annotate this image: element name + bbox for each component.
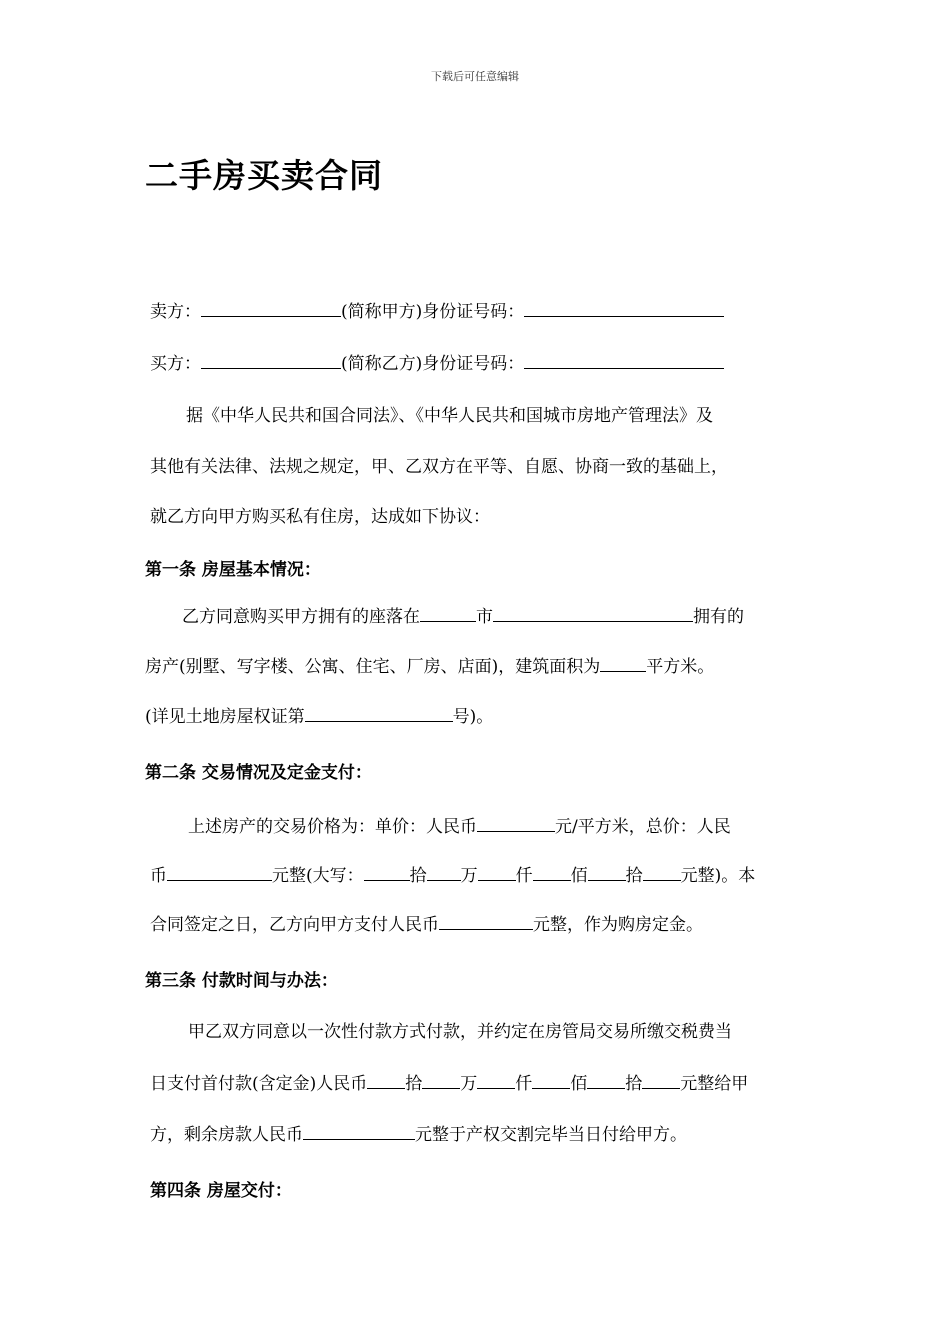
unit-wan: 万 (460, 1074, 478, 1094)
amount-blank[interactable] (587, 1071, 625, 1089)
down-payment-label: 日支付首付款(含定金)人民币 (150, 1074, 368, 1094)
unit-price-suffix: 元/平方米，总价：人民 (555, 817, 731, 837)
area-unit: 平方米。 (646, 657, 715, 677)
currency-label: 币 (150, 866, 167, 886)
article-3-line-2 (150, 1071, 748, 1095)
certificate-blank[interactable] (305, 704, 453, 722)
unit-shi: 拾 (625, 1074, 643, 1094)
area-blank[interactable] (600, 654, 646, 672)
property-type-text: 房产(别墅、写字楼、公寓、住宅、厂房、店面)，建筑面积为 (145, 657, 601, 677)
article-2-line-3 (150, 912, 703, 936)
amount-blank[interactable] (533, 863, 571, 881)
unit-bai: 佰 (570, 1074, 588, 1094)
amount-blank[interactable] (478, 863, 516, 881)
buyer-name-blank[interactable] (201, 351, 341, 369)
deposit-suffix: 元整，作为购房定金。 (533, 915, 703, 935)
uppercase-label: 元整(大写： (272, 866, 364, 886)
unit-price-blank[interactable] (477, 814, 555, 832)
unit-yuanzheng: 元整)。本 (680, 866, 756, 886)
certificate-suffix: 号)。 (452, 707, 494, 727)
buyer-label: 买方： (150, 354, 201, 374)
article-2-line-2 (150, 863, 755, 887)
article-4-heading: 第四条 房屋交付： (150, 1181, 292, 1201)
unit-shi: 拾 (405, 1074, 423, 1094)
city-blank[interactable] (420, 604, 476, 622)
header-note: 下载后可任意编辑 (431, 70, 519, 83)
seller-name-blank[interactable] (201, 299, 341, 317)
unit-qian: 仟 (515, 1074, 533, 1094)
amount-blank[interactable] (642, 1071, 680, 1089)
amount-blank[interactable] (427, 863, 461, 881)
buyer-line (150, 351, 724, 375)
seller-id-blank[interactable] (524, 299, 724, 317)
amount-blank[interactable] (422, 1071, 460, 1089)
seller-label: 卖方： (150, 302, 201, 322)
amount-blank[interactable] (367, 1071, 405, 1089)
unit-shi: 拾 (625, 866, 643, 886)
amount-blank[interactable] (477, 1071, 515, 1089)
preamble-line-2: 其他有关法律、法规之规定，甲、乙双方在平等、自愿、协商一致的基础上， (150, 457, 728, 477)
balance-label: 方，剩余房款人民币 (150, 1125, 303, 1145)
address-blank[interactable] (493, 604, 693, 622)
total-price-blank[interactable] (167, 863, 272, 881)
amount-blank[interactable] (588, 863, 626, 881)
preamble-line-3: 就乙方向甲方购买私有住房，达成如下协议： (150, 507, 490, 527)
certificate-label: (详见土地房屋权证第 (145, 707, 305, 727)
amount-blank[interactable] (532, 1071, 570, 1089)
unit-wan: 万 (460, 866, 478, 886)
unit-bai: 佰 (570, 866, 588, 886)
seller-line (150, 299, 724, 323)
article-1-line-1 (182, 604, 744, 628)
down-payment-suffix: 元整给甲 (680, 1074, 749, 1094)
article-1-heading: 第一条 房屋基本情况： (145, 560, 321, 580)
preamble-line-1: 据《中华人民共和国合同法》、《中华人民共和国城市房地产管理法》及 (186, 406, 713, 426)
contract-title: 二手房买卖合同 (145, 156, 383, 195)
unit-price-label: 上述房产的交易价格为：单价：人民币 (188, 817, 477, 837)
city-label: 市 (476, 607, 493, 627)
article-1-text: 乙方同意购买甲方拥有的座落在 (182, 607, 420, 627)
buyer-alias: (简称乙方)身份证号码： (341, 354, 525, 374)
unit-shi: 拾 (409, 866, 427, 886)
amount-blank[interactable] (364, 863, 410, 881)
article-2-heading: 第二条 交易情况及定金支付： (145, 763, 372, 783)
article-3-heading: 第三条 付款时间与办法： (145, 971, 338, 991)
article-1-text: 拥有的 (693, 607, 744, 627)
balance-suffix: 元整于产权交割完毕当日付给甲方。 (415, 1125, 687, 1145)
balance-blank[interactable] (303, 1122, 415, 1140)
deposit-label: 合同签定之日，乙方向甲方支付人民币 (150, 915, 439, 935)
article-2-line-1 (188, 814, 731, 838)
unit-qian: 仟 (515, 866, 533, 886)
article-1-line-2 (145, 654, 714, 678)
deposit-blank[interactable] (439, 912, 533, 930)
article-1-line-3 (145, 704, 493, 728)
article-3-line-3 (150, 1122, 687, 1146)
amount-blank[interactable] (643, 863, 681, 881)
article-3-line-1: 甲乙双方同意以一次性付款方式付款，并约定在房管局交易所缴交税费当 (188, 1022, 732, 1042)
seller-alias: (简称甲方)身份证号码： (341, 302, 525, 322)
buyer-id-blank[interactable] (524, 351, 724, 369)
